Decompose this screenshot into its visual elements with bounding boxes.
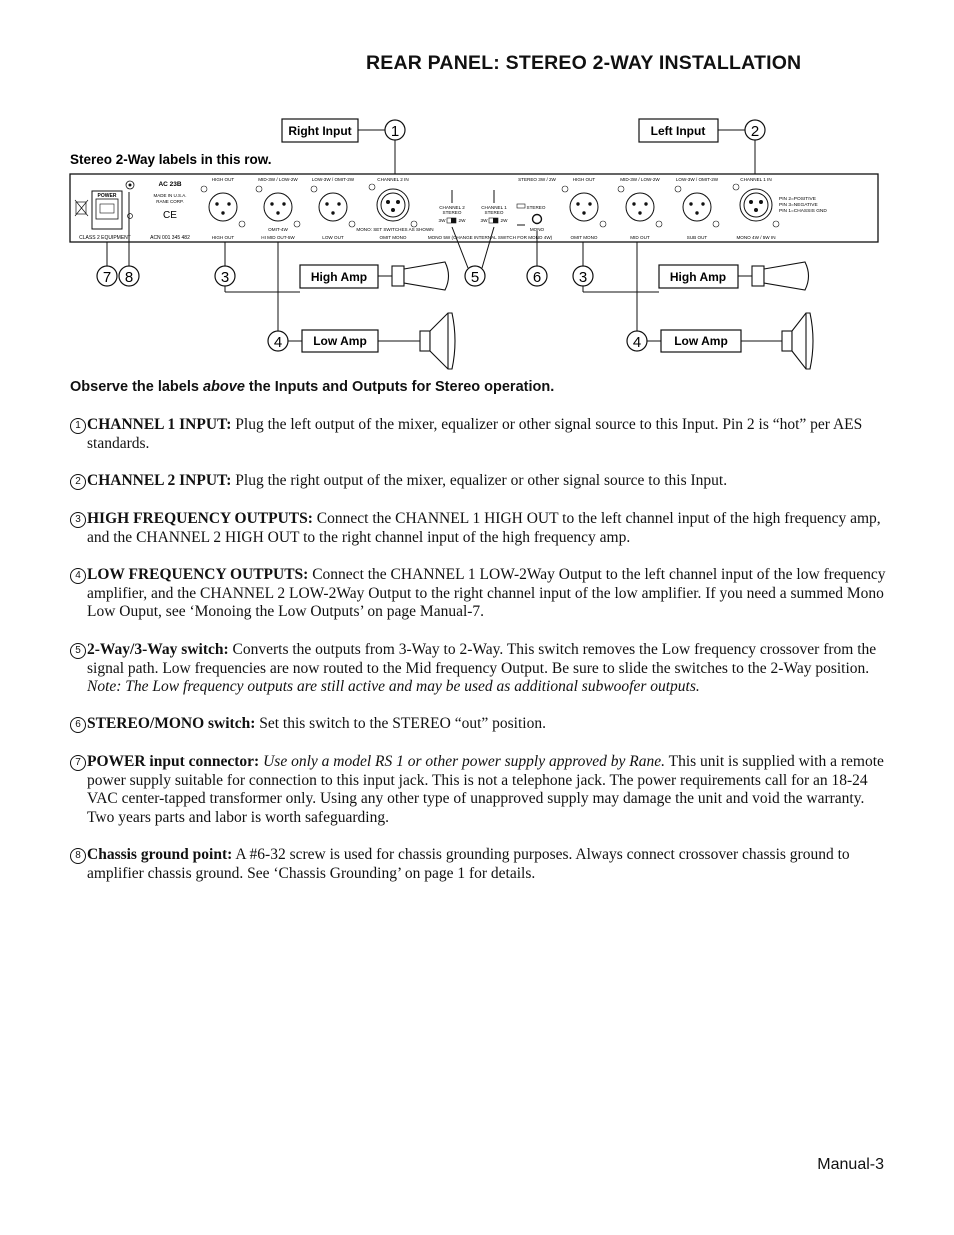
high-amp-box-left xyxy=(300,265,378,288)
model-label: AC 23B xyxy=(158,181,182,188)
svg-text:4: 4 xyxy=(632,334,642,351)
svg-text:PIN 3=NEGATIVE: PIN 3=NEGATIVE xyxy=(779,203,818,208)
svg-text:CHANNEL 1: CHANNEL 1 xyxy=(481,205,507,210)
item-low-frequency-outputs: 4 LOW FREQUENCY OUTPUTS: Connect the CHANNEL 1 LOW-2Way Output to the left channel input of the low frequency amplifier, and the CHANNEL 2 LOW-2Way Output to the right channel input of the low amplifier. If you need a summed Mono Low Ouput, see ‘Monoing the Low Outputs’ on page Manual-7. xyxy=(70,566,890,622)
item-number: 6 xyxy=(70,717,86,733)
svg-text:STEREO: STEREO xyxy=(484,210,504,215)
svg-text:RANE CORP.: RANE CORP. xyxy=(156,199,184,204)
svg-text:ACN 001 345 482: ACN 001 345 482 xyxy=(150,235,190,241)
observe-labels-note: Observe the labels above the Inputs and Outputs for Stereo operation. xyxy=(70,379,555,395)
callout-2-label: 2 xyxy=(750,123,760,140)
svg-text:LOW-3W / OMIT-2W: LOW-3W / OMIT-2W xyxy=(675,177,719,182)
svg-text:Low Amp: Low Amp xyxy=(674,334,728,348)
item-channel-1-input: 1 CHANNEL 1 INPUT: Plug the left output of the mixer, equalizer or other signal source to this Input. Pin 2 is “hot” per AES standards. xyxy=(70,416,890,453)
item-2way-3way-switch: 5 2-Way/3-Way switch: Converts the outputs from 3-Way to 2-Way. This switch removes the Low frequency crossover from the signal path. Low frequencies are now routed to the Mid frequency Output. Be sure to slide the switches to the 2-Way position. Note: The Low frequency outputs are still active and may be used as additional subwoofer outputs. xyxy=(70,641,890,697)
svg-text:MONO 4W / 5W IN: MONO 4W / 5W IN xyxy=(736,235,776,240)
svg-text:LOW-3W / OMIT-2W: LOW-3W / OMIT-2W xyxy=(311,177,355,182)
low-amp-box-right xyxy=(661,330,741,352)
svg-text:3: 3 xyxy=(220,269,230,286)
svg-text:MADE IN U.S.A.: MADE IN U.S.A. xyxy=(153,193,187,198)
speaker-cone-icon-right xyxy=(782,313,813,369)
svg-text:SUB OUT: SUB OUT xyxy=(686,235,708,240)
horn-icon-right xyxy=(752,262,809,290)
svg-text:HIGH OUT: HIGH OUT xyxy=(211,235,235,240)
page-title: REAR PANEL: STEREO 2-WAY INSTALLATION xyxy=(366,52,802,74)
horn-icon-left xyxy=(392,262,449,290)
right-input-label-box xyxy=(282,119,358,142)
item-channel-2-input: 2 CHANNEL 2 INPUT: Plug the right output of the mixer, equalizer or other signal source to this Input. xyxy=(70,472,890,491)
svg-text:PIN 1=CHASSIS GND: PIN 1=CHASSIS GND xyxy=(779,209,827,214)
svg-text:8: 8 xyxy=(124,269,134,286)
row-label: Stereo 2-Way labels in this row. xyxy=(70,152,272,167)
item-number: 3 xyxy=(70,512,86,528)
left-input-label: Left Input xyxy=(650,124,706,138)
svg-text:STEREO 3W / 2W: STEREO 3W / 2W xyxy=(518,177,556,182)
low-amp-box-left xyxy=(302,330,378,352)
ce-mark: CE xyxy=(163,210,177,221)
callout-1-label: 1 xyxy=(390,123,400,140)
svg-text:6: 6 xyxy=(532,269,542,286)
svg-text:3W: 3W xyxy=(480,218,488,223)
svg-text:High Amp: High Amp xyxy=(669,270,727,284)
svg-text:MONO: SET SWITCHES AS SHOWN: MONO: SET SWITCHES AS SHOWN xyxy=(356,227,434,232)
svg-text:HI MID OUT-5W: HI MID OUT-5W xyxy=(261,235,295,240)
item-number: 1 xyxy=(70,418,86,434)
svg-text:CHANNEL 2: CHANNEL 2 xyxy=(439,205,465,210)
svg-text:MONO: MONO xyxy=(529,227,545,232)
svg-text:MONO 5W (CHANGE INTERNAL SWITC: MONO 5W (CHANGE INTERNAL SWITCH FOR MONO 4W) xyxy=(427,235,553,240)
svg-text:OMIT MONO: OMIT MONO xyxy=(570,235,598,240)
svg-text:OMIT-4W: OMIT-4W xyxy=(268,227,288,232)
right-input-label: Right Input xyxy=(288,124,352,138)
svg-text:5: 5 xyxy=(470,269,480,286)
item-stereo-mono-switch: 6 STEREO/MONO switch: Set this switch to the STEREO “out” position. xyxy=(70,715,890,734)
stereo-mono-switch xyxy=(517,204,525,208)
svg-text:7: 7 xyxy=(102,269,112,286)
item-number: 4 xyxy=(70,568,86,584)
item-power-input-connector: 7 POWER input connector: Use only a model RS 1 or other power supply approved by Rane. This unit is supplied with a remote power supply suitable for connection to this input jack. This is not a telephone jack. The power requirements call for an 18-24 VAC center-tapped transformer only. Using any other type of unapproved supply may damage the unit and void the warranty. Two years parts and labor is worth safeguarding. xyxy=(70,753,890,827)
svg-text:MID OUT: MID OUT xyxy=(630,235,650,240)
svg-text:High Amp: High Amp xyxy=(310,270,368,284)
svg-text:4: 4 xyxy=(273,334,283,351)
svg-text:HIGH OUT: HIGH OUT xyxy=(211,177,235,182)
svg-text:2W: 2W xyxy=(500,218,508,223)
class2-label: CLASS 2 EQUIPMENT xyxy=(79,235,131,241)
power-label: POWER xyxy=(97,193,117,199)
left-input-label-box xyxy=(639,119,718,142)
high-amp-box-right xyxy=(659,265,738,288)
svg-text:CHANNEL 2 IN: CHANNEL 2 IN xyxy=(377,177,409,182)
svg-text:3: 3 xyxy=(578,269,588,286)
svg-text:MID-3W / LOW-2W: MID-3W / LOW-2W xyxy=(258,177,298,182)
rear-panel-diagram xyxy=(0,0,954,370)
item-number: 5 xyxy=(70,643,86,659)
svg-text:STEREO: STEREO xyxy=(442,210,462,215)
svg-text:CHANNEL 1 IN: CHANNEL 1 IN xyxy=(740,177,772,182)
svg-text:3W: 3W xyxy=(438,218,446,223)
item-high-frequency-outputs: 3 HIGH FREQUENCY OUTPUTS: Connect the CHANNEL 1 HIGH OUT to the left channel input of the high frequency amp, and the CHANNEL 2 HIGH OUT to the right channel input of the high frequency amp. xyxy=(70,510,890,547)
svg-text:HIGH OUT: HIGH OUT xyxy=(572,177,596,182)
page-footer: Manual-3 xyxy=(817,1156,884,1173)
speaker-cone-icon-left xyxy=(420,313,455,369)
svg-text:OMIT MONO: OMIT MONO xyxy=(379,235,407,240)
svg-text:MID-3W / LOW-2W: MID-3W / LOW-2W xyxy=(620,177,660,182)
item-number: 2 xyxy=(70,474,86,490)
svg-text:LOW OUT: LOW OUT xyxy=(322,235,344,240)
svg-text:Low Amp: Low Amp xyxy=(313,334,367,348)
svg-text:PIN 2=POSITIVE: PIN 2=POSITIVE xyxy=(779,197,816,202)
svg-text:STEREO: STEREO xyxy=(526,205,546,210)
item-chassis-ground-point: 8 Chassis ground point: A #6-32 screw is used for chassis grounding purposes. Always connect crossover chassis ground to amplifier chassis ground. See ‘Chassis Grounding’ on page 1 for details. xyxy=(70,846,890,883)
svg-text:2W: 2W xyxy=(458,218,466,223)
item-number: 8 xyxy=(70,848,86,864)
item-number: 7 xyxy=(70,755,86,771)
